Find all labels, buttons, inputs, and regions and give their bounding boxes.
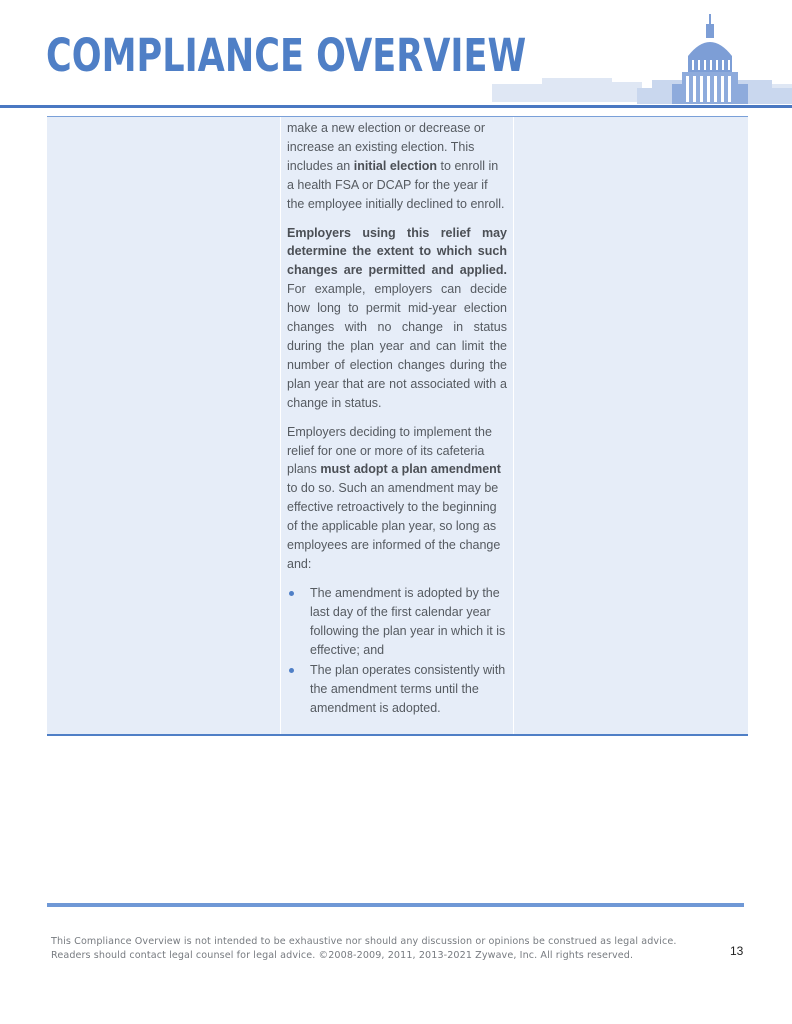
bullet-icon <box>289 668 294 673</box>
paragraph: Employers using this relief may determine the extent to which such changes are permitted and applied. For example, employers can decide how long to permit mid-year election changes with no change in status during the plan year and can limit the number of election changes during the plan year that are not associated with a change in status. <box>287 225 507 410</box>
table-cell-right <box>514 117 748 734</box>
header-divider <box>0 105 792 108</box>
bullet-list <box>287 584 507 718</box>
footer-divider <box>47 903 744 907</box>
page-number: 13 <box>730 944 744 958</box>
table-cell-middle <box>281 117 513 734</box>
capitol-building-icon <box>492 10 792 110</box>
table-cell-left <box>47 117 280 734</box>
footer-disclaimer: This Compliance Overview is not intended to be exhaustive nor should any discussion or opinions be construed as legal advice. Readers should contact legal counsel for legal advice. ©2008-2009, 2011, 2013-2021 Zywave, Inc. All rights reserved. <box>51 936 677 961</box>
paragraph: Employers deciding to implement the relief for one or more of its cafeteria plans must adopt a plan amendment to do so. Such an amendment may be effective retroactively to the beginning of the applicable plan year, so long as employees are informed of the change and: <box>287 424 501 571</box>
paragraph: make a new election or decrease or increase an existing election. This includes an initial election to enroll in a health FSA or DCAP for the year if the employee initially declined to enroll. <box>287 121 505 211</box>
list-item: The plan operates consistently with the amendment terms until the amendment is adopted. <box>287 661 507 718</box>
bullet-icon <box>289 591 294 596</box>
page-title: COMPLIANCE OVERVIEW <box>46 29 527 82</box>
content-table <box>47 116 748 736</box>
list-item: The amendment is adopted by the last day of the first calendar year following the plan year in which it is effective; and <box>287 584 507 660</box>
